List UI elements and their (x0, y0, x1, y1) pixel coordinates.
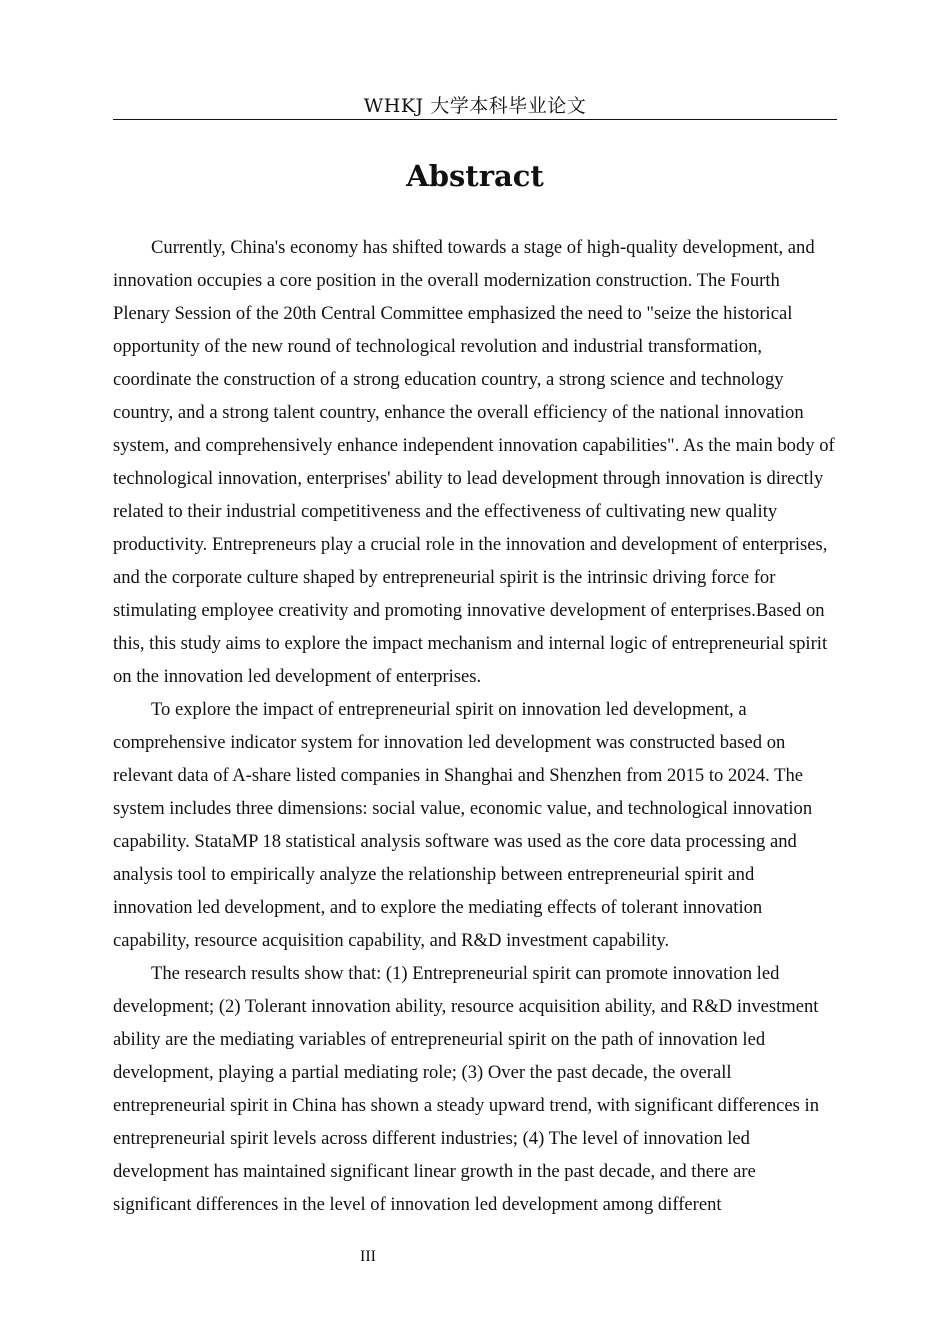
page-number: III (360, 1248, 376, 1265)
abstract-body (113, 231, 837, 1221)
abstract-paragraph-1: Currently, China's economy has shifted towards a stage of high-quality development, and innovation occupies a core position in the overall modernization construction. The Fourth Plenary Session of the 20th Central Committee emphasized the need to "seize the historical opportunity of the new round of technological revolution and industrial transformation, coordinate the construction of a strong education country, a strong science and technology country, and a strong talent country, enhance the overall efficiency of the national innovation system, and comprehensively enhance independent innovation capabilities". As the main body of technological innovation, enterprises' ability to lead development through innovation is directly related to their industrial competitiveness and the effectiveness of cultivating new quality productivity. Entrepreneurs play a crucial role in the innovation and development of enterprises, and the corporate culture shaped by entrepreneurial spirit is the intrinsic driving force for stimulating employee creativity and promoting innovative development of enterprises.Based on this, this study aims to explore the impact mechanism and internal logic of entrepreneurial spirit on the innovation led development of enterprises. (113, 237, 835, 687)
abstract-heading: Abstract (406, 159, 544, 193)
running-header-title: WHKJ 大学本科毕业论文 (363, 95, 587, 117)
abstract-paragraph-3: The research results show that: (1) Entrepreneurial spirit can promote innovation led development; (2) Tolerant innovation ability, resource acquisition ability, and R&D investment ability are the mediating variables of entrepreneurial spirit on the path of innovation led development, playing a partial mediating role; (3) Over the past decade, the overall entrepreneurial spirit in China has shown a steady upward trend, with significant differences in entrepreneurial spirit levels across different industries; (4) The level of innovation led development has maintained significant linear growth in the past decade, and there are significant differences in the level of innovation led development among different (113, 963, 820, 1215)
header-divider (113, 119, 837, 120)
abstract-paragraph-2: To explore the impact of entrepreneurial spirit on innovation led development, a comprehensive indicator system for innovation led development was constructed based on relevant data of A-share listed companies in Shanghai and Shenzhen from 2015 to 2024. The system includes three dimensions: social value, economic value, and technological innovation capability. StataMP 18 statistical analysis software was used as the core data processing and analysis tool to empirically analyze the relationship between entrepreneurial spirit and innovation led development, and to explore the mediating effects of tolerant innovation capability, resource acquisition capability, and R&D investment capability. (113, 699, 813, 951)
